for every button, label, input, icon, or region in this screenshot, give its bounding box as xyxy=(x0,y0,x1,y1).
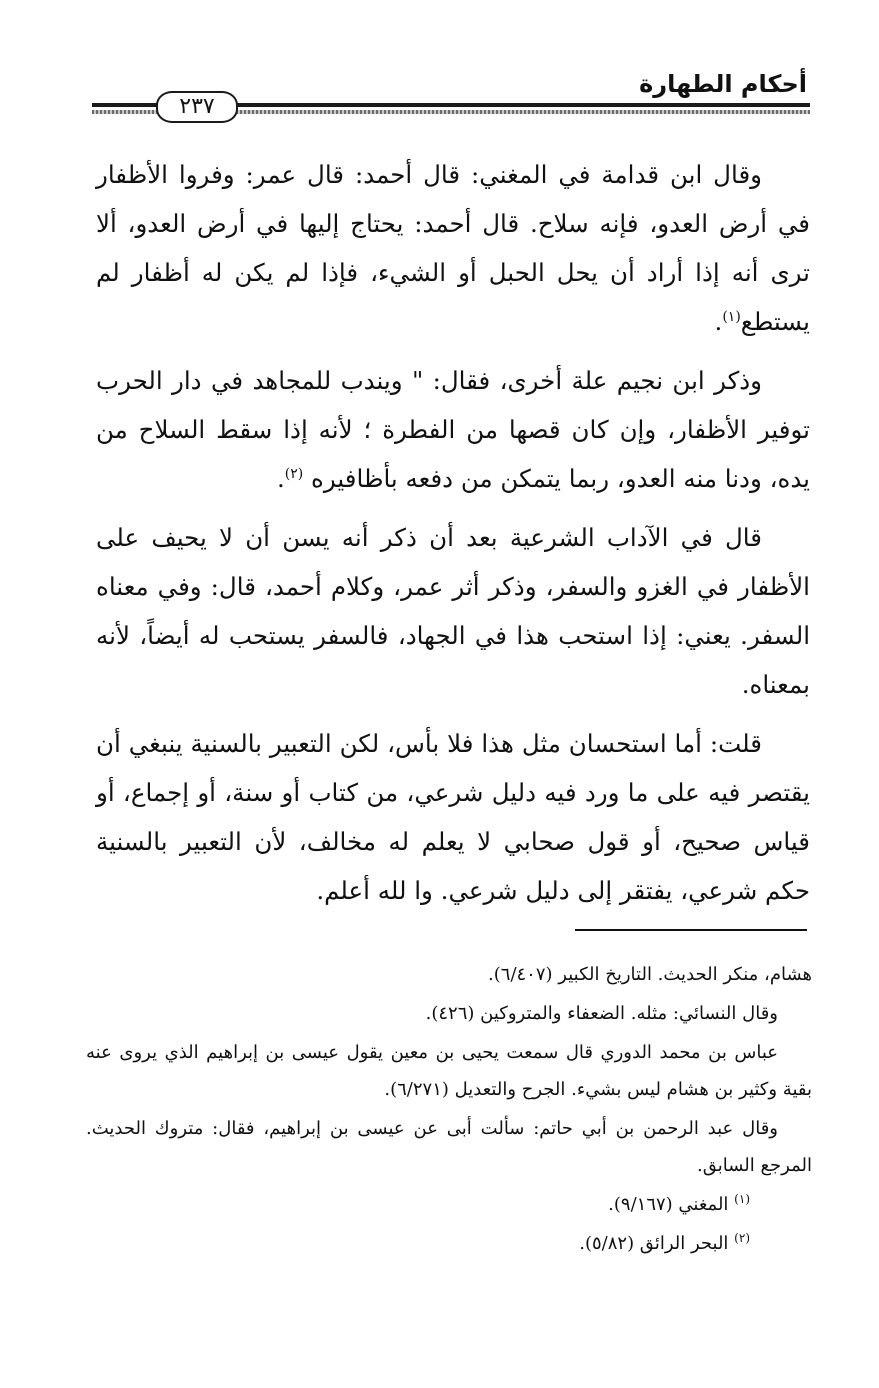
footnote-line-1 xyxy=(86,956,812,993)
footnote-1-text: المغني (٩/١٦٧). xyxy=(608,1194,729,1215)
paragraph-4 xyxy=(96,719,810,915)
paragraph-2-text: وذكر ابن نجيم علة أخرى، فقال: " ويندب للمجاهد في دار الحرب توفير الأظفار، وإن كان قصها من الفطرة ؛ لأنه إذا سقط السلاح من يده، ودنا منه العدو، ربما يتمكن من دفعه بأظافيره xyxy=(96,366,810,493)
footnote-line-3-text: عباس بن محمد الدوري قال سمعت يحيى بن معين يقول عيسى بن إبراهيم الذي يروى عنه بقية وكثير بن هشام ليس بشيء. الجرح والتعديل (٦/٢٧١). xyxy=(86,1042,812,1100)
footnote-line-2 xyxy=(86,995,812,1032)
paragraph-1-text: وقال ابن قدامة في المغني: قال أحمد: قال عمر: وفروا الأظفار في أرض العدو، فإنه سلاح. قال أحمد: يحتاج إليها في أرض العدو، ألا ترى أنه إذا أراد أن يحل الحبل أو الشيء، فإذا لم يكن له أظفار لم يستطع xyxy=(96,160,810,336)
footnote-ref-1: (١) xyxy=(722,308,741,325)
footnote-line-1-text: هشام، منكر الحديث. التاريخ الكبير (٦/٤٠٧). xyxy=(488,964,812,985)
page-number-badge: ٢٣٧ xyxy=(156,91,238,123)
running-title: أحكام الطهارة xyxy=(639,70,807,98)
footnotes xyxy=(86,956,812,1264)
footnote-ref-2: (٢) xyxy=(284,465,304,482)
footnote-line-2-text: وقال النسائي: مثله. الضعفاء والمتروكين (٤٢٦). xyxy=(425,1003,778,1024)
footnote-line-4 xyxy=(86,1110,812,1184)
main-text xyxy=(96,150,810,925)
footnote-2 xyxy=(86,1225,812,1262)
paragraph-2-end: . xyxy=(276,464,285,493)
paragraph-4-text: قلت: أما استحسان مثل هذا فلا بأس، لكن التعبير بالسنية ينبغي أن يقتصر فيه على ما ورد فيه دليل شرعي، من كتاب أو سنة، أو إجماع، أو قياس صحيح، أو قول صحابي لا يعلم له مخالف، لأن التعبير بالسنية حكم شرعي، يفتقر إلى دليل شرعي. وا لله أعلم. xyxy=(96,729,810,905)
footnote-line-3 xyxy=(86,1034,812,1108)
footnote-2-text: البحر الرائق (٥/٨٢). xyxy=(579,1233,729,1254)
footnote-1 xyxy=(86,1186,812,1223)
footnote-separator xyxy=(575,929,807,931)
footnote-1-number: (١) xyxy=(734,1192,750,1206)
paragraph-2 xyxy=(96,356,810,503)
footnote-2-number: (٢) xyxy=(734,1231,750,1245)
paragraph-3 xyxy=(96,513,810,709)
paragraph-1 xyxy=(96,150,810,346)
paragraph-1-end: . xyxy=(714,307,723,336)
paragraph-3-text: قال في الآداب الشرعية بعد أن ذكر أنه يسن أن لا يحيف على الأظفار في الغزو والسفر، وذكر أثر عمر، وكلام أحمد، قال: وفي معناه السفر. يعني: إذا استحب هذا في الجهاد، فالسفر يستحب له أيضاً، لأنه بمعناه. xyxy=(96,523,810,699)
footnote-line-4-text: وقال عبد الرحمن بن أبي حاتم: سألت أبى عن عيسى بن إبراهيم، فقال: متروك الحديث. المرجع السابق. xyxy=(86,1118,812,1176)
